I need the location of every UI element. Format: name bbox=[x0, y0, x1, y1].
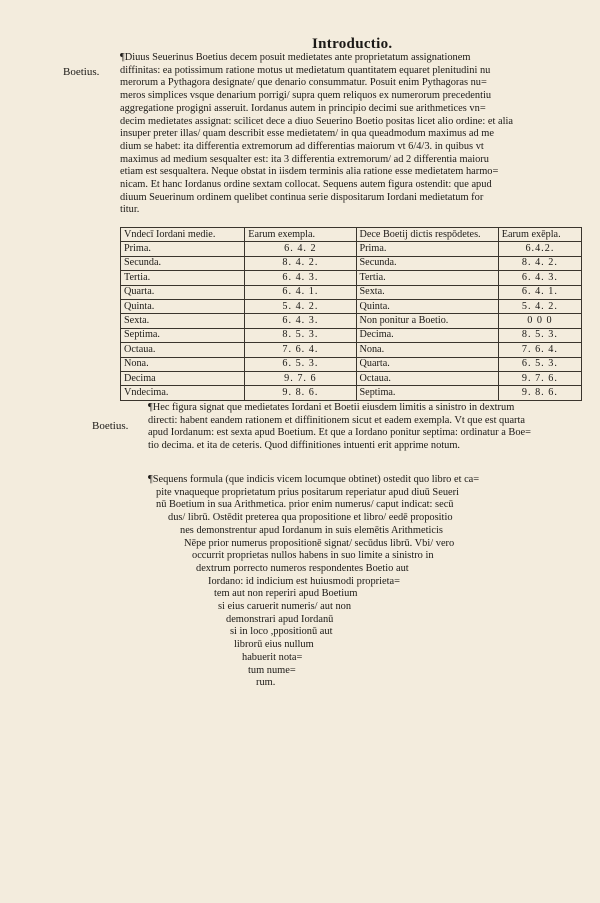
text-line: dextrum porrecto numeros respondentes Boetio aut bbox=[196, 562, 409, 574]
table-cell: Octaua. bbox=[356, 371, 498, 385]
text-line: maximus ad medium sesqualter est: ita 3 differentia extremorum/ ad 2 differentia maioru bbox=[120, 153, 489, 165]
table-cell: Quinta. bbox=[356, 299, 498, 313]
table-cell: 8. 4. 2. bbox=[245, 256, 356, 270]
table-cell: 6. 4. 3. bbox=[498, 271, 581, 285]
text-line: aggregatione progigni asseruit. Iordanus autem in principio decimi sue arithmetices vn= bbox=[120, 102, 486, 114]
text-line: diffinitas: ea potissimum ratione motus ut medietatum quantitatem equaret plenitudini nu bbox=[120, 64, 491, 76]
col-header-boetii: Dece Boetij dictis respōdetes. bbox=[356, 228, 498, 242]
margin-note-boetius: Boetius. bbox=[63, 66, 100, 78]
text-line: librorū eius nullum bbox=[234, 639, 314, 651]
table-cell: Tertia. bbox=[356, 271, 498, 285]
table-cell: Secunda. bbox=[121, 256, 245, 270]
table-cell: 7. 6. 4. bbox=[498, 343, 581, 357]
table-cell: Decima bbox=[121, 371, 245, 385]
medietates-table bbox=[120, 227, 582, 401]
text-line: directi: habent eandem rationem et diffinitionem sicut et eadem exempla. Vt que est quarta bbox=[148, 414, 526, 426]
table-row bbox=[121, 357, 582, 371]
text-line: pite vnaqueque proprietatum prius positarum reperiatur apud diuū Seueri bbox=[156, 486, 459, 498]
table-row bbox=[121, 242, 582, 256]
table-cell: Quinta. bbox=[121, 299, 245, 313]
table-cell: Quarta. bbox=[356, 357, 498, 371]
text-line: dium se habet: ita differentia extremorum ad differentias maiorum vt 6/4/3. in quibus vt bbox=[120, 140, 484, 152]
table-cell: 6. 4. 2 bbox=[245, 242, 356, 256]
text-line: etiam est sesqualtera. Neque obstat in iisdem terminis alia ratione esse medietatem harmo= bbox=[120, 166, 499, 178]
table-cell: 5. 4. 2. bbox=[245, 299, 356, 313]
table-cell: 6. 4. 3. bbox=[245, 314, 356, 328]
text-line: merorum a Pythagora designate/ que denario consummatur. Posuit enim Pythagoras nu= bbox=[120, 77, 487, 89]
table-cell: 6. 4. 1. bbox=[245, 285, 356, 299]
table-row bbox=[121, 299, 582, 313]
table-cell: 6. 5. 3. bbox=[245, 357, 356, 371]
table-cell: Quarta. bbox=[121, 285, 245, 299]
table-row bbox=[121, 271, 582, 285]
text-line: tio decima. et ita de ceteris. Quod diffinitiones intuenti erit apprime notum. bbox=[148, 439, 461, 451]
text-line: nes demonstrentur apud Iordanum in suis elemētis Arithmeticis bbox=[180, 524, 443, 536]
text-line: nū Boetium in sua Arithmetica. prior enim numerus/ caput indicat: secū bbox=[156, 499, 454, 511]
table-cell: Decima. bbox=[356, 328, 498, 342]
table-cell: 7. 6. 4. bbox=[245, 343, 356, 357]
col-header-exempla-2: Earum exēpla. bbox=[498, 228, 581, 242]
text-line: tum nume= bbox=[248, 664, 296, 676]
text-line: nicam. Et hanc Iordanus ordine sextam collocat. Sequens autem figura ostendit: que apud bbox=[120, 179, 492, 191]
text-line: decim medietates assignat: scilicet dece a diuo Seuerino Boetio positas licet alio ordine: et alia bbox=[120, 115, 513, 127]
text-line: dus/ librū. Ostēdit preterea qua propositione et libro/ eedē propositio bbox=[168, 512, 453, 524]
text-line: titur. bbox=[120, 204, 140, 216]
text-line: ¶Diuus Seuerinus Boetius decem posuit medietates ante proprietatum assignationem bbox=[120, 52, 471, 63]
table-cell: Sexta. bbox=[121, 314, 245, 328]
table-cell: 6. 4. 1. bbox=[498, 285, 581, 299]
table-cell: Prima. bbox=[121, 242, 245, 256]
intro-paragraph bbox=[120, 52, 582, 217]
table-cell: 9. 7. 6. bbox=[498, 371, 581, 385]
table-row bbox=[121, 285, 582, 299]
table-cell: 0 0 0 bbox=[498, 314, 581, 328]
table-cell: 9. 8. 6. bbox=[245, 386, 356, 400]
text-line: ¶Sequens formula (que indicis vicem locumque obtinet) ostedit quo libro et ca= bbox=[148, 474, 480, 485]
table-cell: Non ponitur a Boetio. bbox=[356, 314, 498, 328]
text-line: meros simplices vsque denarium porrigi/ supra quem reliquos ex numerorum precedentiu bbox=[120, 90, 492, 102]
table-cell: Secunda. bbox=[356, 256, 498, 270]
table-cell: Nona. bbox=[121, 357, 245, 371]
col-header-iordani: Vndecī Iordani medie. bbox=[121, 228, 245, 242]
table-cell: 8. 4. 2. bbox=[498, 256, 581, 270]
index-formula-paragraph bbox=[148, 474, 568, 690]
running-head: Introductio. bbox=[312, 36, 393, 52]
table-cell: Vndecima. bbox=[121, 386, 245, 400]
table-cell: Tertia. bbox=[121, 271, 245, 285]
text-line: insuper preter illas/ quam describit esse medietatem/ in qua queadmodum maximus ad me bbox=[120, 128, 494, 140]
table-row bbox=[121, 371, 582, 385]
table-row bbox=[121, 328, 582, 342]
text-line: Nēpe prior numerus propositionē signat/ secūdus librū. Vbi/ vero bbox=[184, 537, 455, 549]
table-cell: Octaua. bbox=[121, 343, 245, 357]
text-line: apud Iordanum: est sexta apud Boetium. Et que a Iordano ponitur septima: ordinatur a Boe= bbox=[148, 427, 532, 439]
text-line: occurrit proprietas nullos habens in suo limite a sinistro in bbox=[192, 550, 434, 562]
text-line: si eius caruerit numeris/ aut non bbox=[218, 601, 352, 613]
table-cell: Sexta. bbox=[356, 285, 498, 299]
table-cell: 6.4.2. bbox=[498, 242, 581, 256]
table-cell: Nona. bbox=[356, 343, 498, 357]
margin-note-boetius-2: Boetius. bbox=[92, 420, 129, 432]
table-cell: 6. 5. 3. bbox=[498, 357, 581, 371]
table-cell: 8. 5. 3. bbox=[245, 328, 356, 342]
table-cell: 8. 5. 3. bbox=[498, 328, 581, 342]
text-line: habuerit nota= bbox=[242, 651, 303, 663]
text-line: rum. bbox=[256, 677, 276, 689]
table-cell: Prima. bbox=[356, 242, 498, 256]
table-header-row bbox=[121, 228, 582, 242]
text-line: demonstrari apud Iordanū bbox=[226, 613, 334, 625]
col-header-exempla: Earum exempla. bbox=[245, 228, 356, 242]
figure-note-paragraph bbox=[148, 402, 584, 452]
table-row bbox=[121, 314, 582, 328]
table-cell: Septima. bbox=[121, 328, 245, 342]
table-cell: 5. 4. 2. bbox=[498, 299, 581, 313]
text-line: ¶Hec figura signat que medietates Iordani et Boetii eiusdem limitis a sinistro in dextrum bbox=[148, 402, 515, 413]
table-row bbox=[121, 386, 582, 400]
text-line: Iordano: id indicium est huiusmodi proprieta= bbox=[208, 575, 400, 587]
text-line: si in loco ,ppositionū aut bbox=[230, 626, 333, 638]
table-row bbox=[121, 256, 582, 270]
text-line: diuum Seuerinum ordinem quelibet continua serie dispositarum Iordani medietatum for bbox=[120, 191, 484, 203]
table-cell: 9. 7. 6 bbox=[245, 371, 356, 385]
text-line: tem aut non reperiri apud Boetium bbox=[214, 588, 358, 600]
table-cell: Septima. bbox=[356, 386, 498, 400]
table-cell: 9. 8. 6. bbox=[498, 386, 581, 400]
table-row bbox=[121, 343, 582, 357]
table-cell: 6. 4. 3. bbox=[245, 271, 356, 285]
